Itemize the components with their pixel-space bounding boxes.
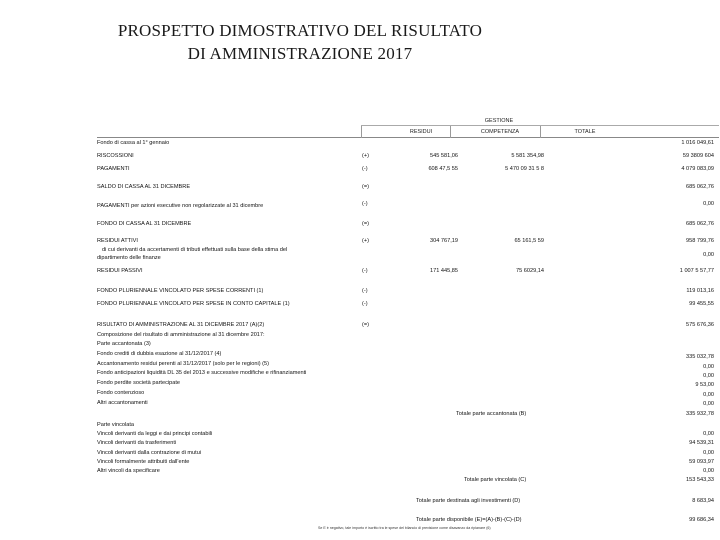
row-risultato-totale: 575 676,36 <box>686 322 714 328</box>
row-pagamenti-azioni-totale: 0,00 <box>703 201 714 207</box>
row-fondo-cassa-31-label: FONDO DI CASSA AL 31 DICEMBRE <box>97 221 192 227</box>
totale-disponibile-label: Totale parte disponibile (E)=(A)-(B)-(C)-(D) <box>416 517 522 523</box>
acc-item-value: 0,00 <box>703 401 714 407</box>
row-pagamenti-sign: (-) <box>362 166 368 172</box>
row-residui-attivi-competenza: 65 161,5 59 <box>514 238 544 244</box>
row-fpv-correnti-label: FONDO PLURIENNALE VINCOLATO PER SPESE CORRENTI (1) <box>97 288 264 294</box>
acc-item-value: 9 53,00 <box>695 382 714 388</box>
acc-item-value: 0,00 <box>703 392 714 398</box>
row-fpv-correnti-totale: 119 013,16 <box>686 288 714 294</box>
row-residui-passivi-label: RESIDUI PASSIVI <box>97 268 143 274</box>
header-divider-3 <box>540 125 541 138</box>
row-pagamenti-azioni-sign: (-) <box>362 201 368 207</box>
row-riscossioni-competenza: 5 581 354,98 <box>511 153 544 159</box>
header-competenza: COMPETENZA <box>480 129 520 135</box>
row-fondo-cassa-31-totale: 685 062,76 <box>686 221 714 227</box>
header-divider-1 <box>361 125 362 138</box>
row-saldo-cassa-label: SALDO DI CASSA AL 31 DICEMBRE <box>97 184 191 190</box>
page-title-line-2: DI AMMINISTRAZIONE 2017 <box>187 44 413 63</box>
header-residui: RESIDUI <box>409 129 433 135</box>
row-fpv-capitale-totale: 99 455,55 <box>689 301 714 307</box>
acc-item-value: 335 032,78 <box>686 354 714 360</box>
row-riscossioni-residui: 545 581,06 <box>430 153 458 159</box>
row-fondo-cassa-totale: 1 016 049,61 <box>681 140 714 146</box>
row-riscossioni-sign: (+) <box>362 153 369 159</box>
vinc-item-label: Vincoli derivanti dalla contrazione di mutui <box>97 450 202 456</box>
row-risultato-sign: (=) <box>362 322 369 328</box>
header-rule-left <box>97 137 361 138</box>
row-pagamenti-competenza: 5 470 09 31 5 8 <box>505 166 544 172</box>
totale-accantonata-value: 335 932,78 <box>686 411 714 417</box>
row-residui-passivi-sign: (-) <box>362 268 368 274</box>
acc-item-label: Fondo contenzioso <box>97 390 145 396</box>
row-residui-attivi-note-2: dipartimento delle finanze <box>97 255 161 261</box>
row-fpv-capitale-label: FONDO PLURIENNALE VINCOLATO PER SPESE IN CONTO CAPITALE (1) <box>97 301 290 307</box>
row-riscossioni-label: RISCOSSIONI <box>97 153 134 159</box>
vinc-item-value: 59 093,97 <box>689 459 714 465</box>
row-residui-attivi-totale: 958 799,76 <box>686 238 714 244</box>
acc-item-value: 0,00 <box>703 364 714 370</box>
totale-vincolata-label: Totale parte vincolata (C) <box>464 477 527 483</box>
row-saldo-cassa-sign: (=) <box>362 184 369 190</box>
header-gestione: GESTIONE <box>484 118 514 124</box>
row-residui-attivi-residui: 304 767,19 <box>430 238 458 244</box>
header-divider-2 <box>450 125 451 138</box>
row-residui-passivi-competenza: 75 6029,14 <box>516 268 544 274</box>
vinc-item-value: 0,00 <box>703 431 714 437</box>
row-residui-attivi-note-totale: 0,00 <box>703 252 714 258</box>
vinc-item-label: Vincoli derivanti da leggi e dai principi contabili <box>97 431 213 437</box>
vinc-item-label: Vincoli derivanti da trasferimenti <box>97 440 177 446</box>
parte-accantonata-label: Parte accantonata (3) <box>97 341 151 347</box>
row-fondo-cassa-label: Fondo di cassa al 1° gennaio <box>97 140 170 146</box>
row-pagamenti-residui: 608 47,5 55 <box>428 166 458 172</box>
totale-disponibile-value: 99 686,34 <box>689 517 714 523</box>
vinc-item-value: 0,00 <box>703 468 714 474</box>
acc-item-label: Fondo perdite società partecipate <box>97 380 181 386</box>
acc-item-label: Fondo anticipazioni liquidità DL 35 del 2013 e successive modifiche e rifinanziamenti <box>97 370 307 376</box>
page-title-line-1: PROSPETTO DIMOSTRATIVO DEL RISULTATO <box>117 21 483 40</box>
totale-vincolata-value: 153 543,33 <box>686 477 714 483</box>
composizione-title: Composizione del risultato di amministrazione al 31 dicembre 2017: <box>97 332 265 338</box>
acc-item-label: Altri accantonamenti <box>97 400 148 406</box>
vinc-item-label: Altri vincoli da specificare <box>97 468 160 474</box>
header-top-rule <box>361 125 719 126</box>
row-fondo-cassa-31-sign: (=) <box>362 221 369 227</box>
acc-item-label: Fondo crediti di dubbia esazione al 31/12/2017 (4) <box>97 351 222 357</box>
totale-accantonata-label: Totale parte accantonata (B) <box>456 411 527 417</box>
row-residui-attivi-sign: (+) <box>362 238 369 244</box>
row-saldo-cassa-totale: 685 062,76 <box>686 184 714 190</box>
row-risultato-label: RISULTATO DI AMMINISTRAZIONE AL 31 DICEMBRE 2017 (A)(2) <box>97 322 265 328</box>
row-residui-attivi-note-1: di cui derivanti da accertamenti di tributi effettuati sulla base della stima del <box>102 247 288 253</box>
row-residui-passivi-residui: 171 445,85 <box>430 268 458 274</box>
row-residui-attivi-label: RESIDUI ATTIVI <box>97 238 138 244</box>
vinc-item-value: 0,00 <box>703 450 714 456</box>
vinc-item-value: 94 539,31 <box>689 440 714 446</box>
totale-investimenti-label: Totale parte destinata agli investimenti (D) <box>416 498 521 504</box>
row-fpv-correnti-sign: (-) <box>362 288 368 294</box>
row-riscossioni-totale: 59 3809 604 <box>682 153 714 159</box>
acc-item-value: 0,00 <box>703 373 714 379</box>
acc-item-label: Accantonamento residui perenti al 31/12/2017 (solo per le regioni) (5) <box>97 361 269 367</box>
footnote: Se E è negativo, tale importo è iscritto tra le spese del bilancio di previsione come disavanzo da ripianare (6) <box>318 526 491 530</box>
row-pagamenti-azioni-label: PAGAMENTI per azioni esecutive non regolarizzate al 31 dicembre <box>97 203 264 209</box>
vinc-item-label: Vincoli formalmente attribuiti dall'ente <box>97 459 190 465</box>
row-pagamenti-totale: 4 079 083,09 <box>681 166 714 172</box>
row-residui-passivi-totale: 1 007 5 57,77 <box>679 268 714 274</box>
header-totale: TOTALE <box>574 129 596 135</box>
row-pagamenti-label: PAGAMENTI <box>97 166 130 172</box>
totale-investimenti-value: 8 683,94 <box>692 498 714 504</box>
row-fpv-capitale-sign: (-) <box>362 301 368 307</box>
parte-vincolata-label: Parte vincolata <box>97 422 135 428</box>
